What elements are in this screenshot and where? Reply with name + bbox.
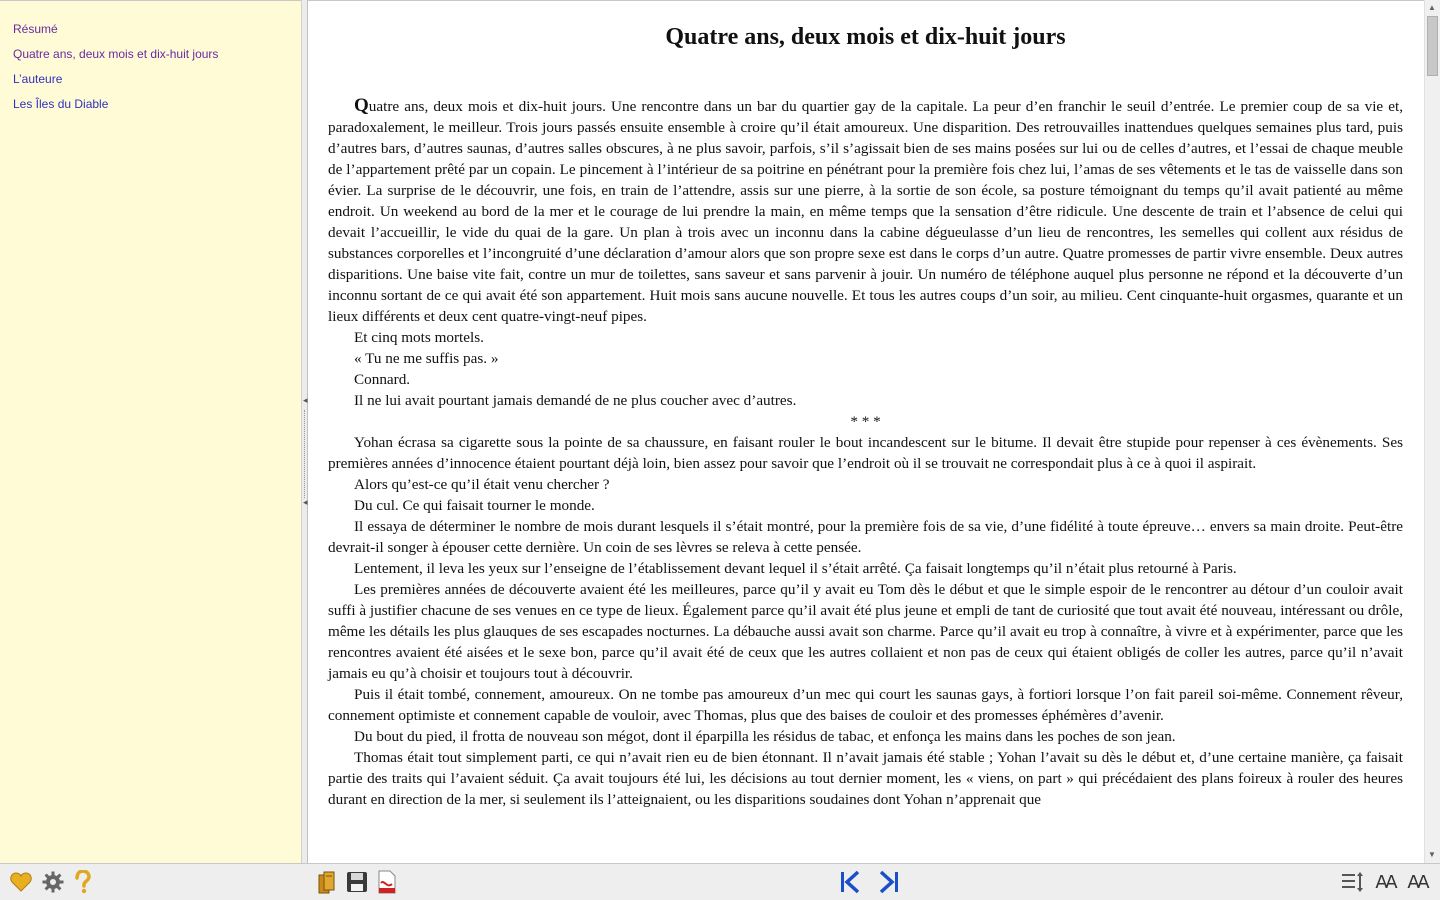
paragraph: Du cul. Ce qui faisait tourner le monde. [354,497,595,514]
paragraph: Les premières années de découverte avaient été les meilleures, parce qu’il y avait eu Tom dès le début et que le simple espoir de le rencontrer au détour d’un couloir avait suffi à justifier chacune de ses venues en ce type de lieux. Également parce qu’il avait été plus jeune et empli de tant de curiosité que tout avait été nouveau, intéressant ou drôle, même les détails les plus glauques de ses escapades nocturnes. La débauche aussi avait son charme. Parce qu’il avait eu trop à connaître, à vivre et à expérimenter, parce que les rencontres avaient été aisées et le sexe bon, parce qu’il avait été de ceux que les autres collaient et non pas de ceux qui étaient obligés de coller les autres, parce qu’il n’avait jamais eu qu’à choisir et toujours tout à découvrir. [328,581,1403,682]
library-icon[interactable] [315,870,339,894]
first-page-icon[interactable] [838,870,862,894]
bottom-toolbar [0,863,1440,900]
scene-separator: * * * [850,413,881,430]
paragraph: « Tu ne me suffis pas. » [354,350,499,367]
toc-link-author[interactable]: L’auteure [13,72,63,86]
increase-font-glyph: AA [1407,871,1427,893]
vertical-scrollbar[interactable] [1424,0,1440,863]
line-spacing-icon[interactable] [1341,870,1365,894]
scroll-up-icon[interactable]: ▲ [1428,3,1436,12]
gear-icon[interactable] [41,870,65,894]
toc-link-chapter[interactable]: Quatre ans, deux mois et dix-huit jours [13,47,219,61]
toc-list [0,1,301,117]
paragraph: Du bout du pied, il frotta de nouveau son mégot, dont il éparpilla les résidus de tabac, et enfonça les mains dans les poches de son jean. [354,728,1176,745]
chapter-content [308,21,1424,810]
collapse-left-arrow-icon-2[interactable]: ◂ [303,497,308,507]
chapter-title: Quatre ans, deux mois et dix-huit jours [665,24,1066,50]
increase-font-icon[interactable] [1404,870,1430,894]
decrease-font-icon[interactable] [1372,870,1398,894]
paragraph: Il essaya de déterminer le nombre de mois durant lesquels il s’était montré, pour la première fois de sa vie, d’une fidélité à toute épreuve… envers sa main droite. Peut-être devrait-il songer à épouser cette dernière. Un coin de ses lèvres se releva à cette pensée. [328,518,1403,556]
decrease-font-glyph: AA [1375,871,1395,893]
collapse-left-arrow-icon[interactable]: ◂ [303,395,308,405]
heart-icon[interactable] [9,870,33,894]
paragraph: Et cinq mots mortels. [354,329,484,346]
reader-pane[interactable] [308,0,1424,863]
scrollbar-thumb[interactable] [1427,16,1438,76]
paragraph: Il ne lui avait pourtant jamais demandé de ne plus coucher avec d’autres. [354,392,797,409]
scroll-down-icon[interactable]: ▼ [1428,850,1436,859]
paragraph: Yohan écrasa sa cigarette sous la pointe de sa chaussure, en faisant rouler le bout incandescent sur le bitume. Il devait être stupide pour repenser à ces évènements. Ses premières années d’innocence étaient pourtant déjà loin, bien assez pour savoir que l’endroit où il se trouvait ne correspondait plus à ce à quoi il aspirait. [328,434,1403,472]
toc-link-resume[interactable]: Résumé [13,22,58,36]
toc-link-other-book[interactable]: Les Îles du Diable [13,97,109,111]
last-page-icon[interactable] [877,870,901,894]
paragraph: Thomas était tout simplement parti, ce qui n’avait rien eu de bien étonnant. Il n’avait jamais été stable ; Yohan l’avait su dès le début et, d’une certaine manière, ça faisait partie des traits qui l’avaient séduit. Ça avait toujours été lui, les décisions au tout dernier moment, les « viens, on part » qui précédaient des plans foireux à rouler des heures durant en direction de la mer, si seulement ils l’atteignaient, ou les disparitions soudaines dont Yohan n’apprenait que [328,749,1403,808]
pdf-icon[interactable] [375,870,399,894]
table-of-contents [0,0,301,863]
toc-item-chapter[interactable] [13,42,301,67]
splitter-grip[interactable] [304,410,306,498]
toc-item-resume[interactable] [13,17,301,42]
toc-item-author[interactable] [13,67,301,92]
save-icon[interactable] [345,870,369,894]
paragraph: Connard. [354,371,411,388]
help-icon[interactable] [71,870,95,894]
paragraph: Puis il était tombé, connement, amoureux. On ne tombe pas amoureux d’un mec qui court les saunas gays, à fortiori lorsque l’on fait pareil soi-même. Connement rêveur, connement optimiste et connement capable de vouloir, avec Thomas, plus que des baises de couloir et des promesses éphémères d’avenir. [328,686,1403,724]
toc-item-other-book[interactable] [13,92,301,117]
paragraph: Quatre ans, deux mois et dix-huit jours. Une rencontre dans un bar du quartier gay de la capitale. La peur d’en franchir le seuil d’entrée. Le premier coup de sa vie et, paradoxalement, le meilleur. Trois jours passés ensuite ensemble à croire qu’il était amoureux. Une disparition. Des retrouvailles inattendues quelques semaines plus tard, puis d’autres bars, d’autres saunas, d’autres salles obscures, à ne plus savoir, parfois, s’il s’agissait bien de ses mains posées sur lui ou de celles d’autres, et l’essai de chaque meuble de l’appartement prêté par un copain. Le pincement à l’intérieur de sa poitrine en pénétrant pour la première fois chez lui, l’amas de ses vêtements et le tas de vaisselle dans son évier. La surprise de le découvrir, une fois, en train de l’attendre, assis sur une pierre, à la sortie de son école, sa posture témoignant du temps qu’il avait patienté au même endroit. Un weekend au bord de la mer et le courage de lui prendre la main, en même temps que la sensation d’être ridicule. Une descente de train et l’absence de celui qui devait l’accueillir, le vide du quai de la gare. Un plan à trois avec un inconnu dans la cabine dégueulasse d’un lieu de rencontres, les semelles qui collent aux résidus de substances corporelles et l’incongruité d’une déclaration d’amour alors que son propre sexe est dans le corps d’un autre. Quatre promesses de partir vivre ensemble. Deux autres disparitions. Une baise vite fait, contre un mur de toilettes, sans saveur et sans parvenir à jouir. Un numéro de téléphone auquel plus personne ne répond et la découverte d’un inconnu sortant de ce qui avait été son appartement. Huit mois sans aucune nouvelle. Et tous les autres coups d’un soir, au milieu. Cent cinquante-huit orgasmes, quarante et un lieux différents et deux cent quatre-vingt-neuf pipes. [328,95,1403,325]
paragraph: Lentement, il leva les yeux sur l’enseigne de l’établissement devant lequel il s’était arrêté. Ça faisait longtemps qu’il n’était plus retourné à Paris. [354,560,1237,577]
paragraph: Alors qu’est-ce qu’il était venu chercher ? [354,476,610,493]
pane-splitter[interactable] [301,0,308,863]
